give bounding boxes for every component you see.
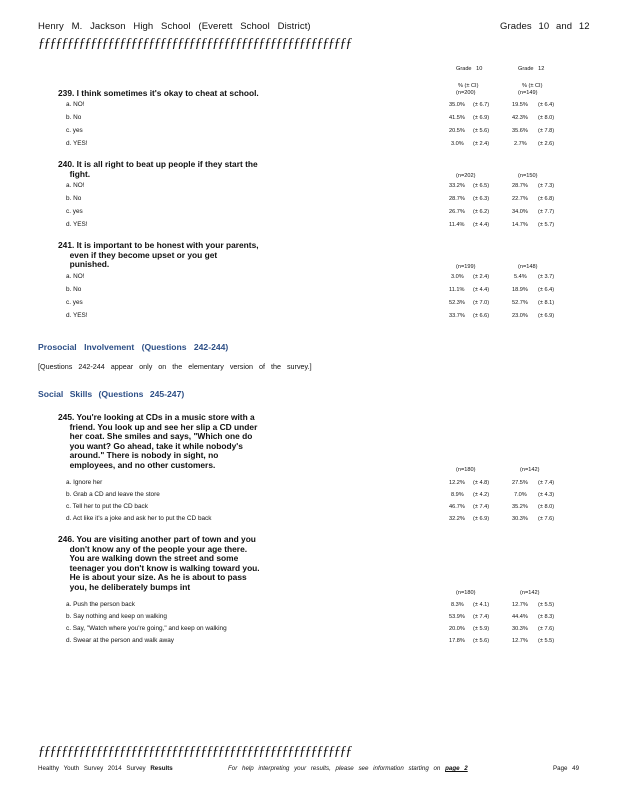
q246-n12: (n=142) xyxy=(520,590,540,596)
q240-a-p12: 28.7% xyxy=(512,183,528,189)
q240-c-c12: (± 7.7) xyxy=(538,209,555,215)
q241-a-p10: 3.0% xyxy=(451,274,464,280)
q245-a-c12: (± 7.4) xyxy=(538,480,555,486)
q241-c-p12: 52.7% xyxy=(512,300,528,306)
q241-c-c10: (± 7.0) xyxy=(473,300,490,306)
footer-page-link[interactable]: page 2 xyxy=(445,765,468,772)
q245-a-p12: 27.5% xyxy=(512,480,528,486)
section-prosocial-involvement: Prosocial Involvement (Questions 242-244) xyxy=(38,342,229,352)
q245-option-b: b. Grab a CD and leave the store xyxy=(66,491,160,498)
q239-a-p12: 19.5% xyxy=(512,102,528,108)
q245-b-p10: 8.9% xyxy=(451,492,464,498)
q246-a-p12: 12.7% xyxy=(512,602,528,608)
q246-b-c12: (± 8.3) xyxy=(538,614,555,620)
q245-c-c12: (± 8.0) xyxy=(538,504,555,510)
footer-survey-title xyxy=(38,765,173,772)
q239-d-c10: (± 2.4) xyxy=(473,141,490,147)
q246-a-c10: (± 4.1) xyxy=(473,602,490,608)
q240-a-c12: (± 7.3) xyxy=(538,183,555,189)
q240-a-p10: 33.2% xyxy=(449,183,465,189)
q245-c-p10: 46.7% xyxy=(449,504,465,510)
q241-a-c10: (± 2.4) xyxy=(473,274,490,280)
q239-a-c10: (± 6.7) xyxy=(473,102,490,108)
q241-n10: (n=199) xyxy=(456,264,476,270)
q239-c-c12: (± 7.8) xyxy=(538,128,555,134)
q246-c-p12: 30.3% xyxy=(512,626,528,632)
q240-d-c12: (± 5.7) xyxy=(538,222,555,228)
grades-label: Grades 10 and 12 xyxy=(500,21,590,32)
q246-d-c12: (± 5.5) xyxy=(538,638,555,644)
q240-option-c: c. yes xyxy=(66,208,83,215)
q239-d-c12: (± 2.6) xyxy=(538,141,555,147)
q245-b-c12: (± 4.3) xyxy=(538,492,555,498)
q245-a-c10: (± 4.8) xyxy=(473,480,490,486)
q241-b-p10: 11.1% xyxy=(449,287,465,293)
q240-option-b: b. No xyxy=(66,195,82,202)
q240-d-c10: (± 4.4) xyxy=(473,222,490,228)
q241-a-p12: 5.4% xyxy=(514,274,527,280)
question-239: 239. I think sometimes it's okay to cheat at school. xyxy=(58,88,259,98)
q246-option-a: a. Push the person back xyxy=(66,601,135,608)
q239-c-p12: 35.6% xyxy=(512,128,528,134)
bottom-divider: ƒƒƒƒƒƒƒƒƒƒƒƒƒƒƒƒƒƒƒƒƒƒƒƒƒƒƒƒƒƒƒƒƒƒƒƒƒƒƒƒƒƒƒƒƒƒƒƒƒƒƒƒƒƒ xyxy=(38,744,352,759)
q245-n12: (n=142) xyxy=(520,467,540,473)
q241-c-c12: (± 8.1) xyxy=(538,300,555,306)
grade12-pct-ci: % (± CI) xyxy=(522,83,543,89)
q239-b-p10: 41.5% xyxy=(449,115,465,121)
q241-d-p12: 23.0% xyxy=(512,313,528,319)
q239-b-c12: (± 8.0) xyxy=(538,115,555,121)
q241-d-c12: (± 6.9) xyxy=(538,313,555,319)
q245-option-a: a. Ignore her xyxy=(66,479,103,486)
footer-survey-label: Healthy Youth Survey 2014 Survey xyxy=(38,765,151,772)
q239-b-p12: 42.3% xyxy=(512,115,528,121)
question-246: 246. You are visiting another part of town and you don't know any of the people your age there. You are walking down the street and some teenager you don't know is walking toward you. He is about your size. As he is about to pass you, he deliberately bumps int xyxy=(58,534,260,592)
prosocial-note: [Questions 242-244 appear only on the elementary version of the survey.] xyxy=(38,362,312,371)
q246-n10: (n=180) xyxy=(456,590,476,596)
q245-c-p12: 35.2% xyxy=(512,504,528,510)
q245-b-c10: (± 4.2) xyxy=(473,492,490,498)
q240-a-c10: (± 6.5) xyxy=(473,183,490,189)
q240-d-p12: 14.7% xyxy=(512,222,528,228)
q239-option-b: b. No xyxy=(66,114,82,121)
q239-option-a: a. NO! xyxy=(66,101,85,108)
q240-n10: (n=202) xyxy=(456,173,476,179)
q239-option-c: c. yes xyxy=(66,127,83,134)
q246-option-d: d. Swear at the person and walk away xyxy=(66,637,174,644)
q240-n12: (n=150) xyxy=(518,173,538,179)
q240-option-d: d. YES! xyxy=(66,221,88,228)
q240-b-c10: (± 6.3) xyxy=(473,196,490,202)
q245-option-c: c. Tell her to put the CD back xyxy=(66,503,148,510)
q246-b-c10: (± 7.4) xyxy=(473,614,490,620)
q241-option-d: d. YES! xyxy=(66,312,88,319)
q245-d-c10: (± 6.9) xyxy=(473,516,490,522)
q245-a-p10: 12.2% xyxy=(449,480,465,486)
grade10-heading: Grade 10 xyxy=(456,66,483,72)
q245-b-p12: 7.0% xyxy=(514,492,527,498)
q241-option-b: b. No xyxy=(66,286,82,293)
q240-c-c10: (± 6.2) xyxy=(473,209,490,215)
q241-b-c12: (± 6.4) xyxy=(538,287,555,293)
grade12-heading: Grade 12 xyxy=(518,66,545,72)
q239-c-p10: 20.5% xyxy=(449,128,465,134)
q241-option-c: c. yes xyxy=(66,299,83,306)
q239-c-c10: (± 5.6) xyxy=(473,128,490,134)
q241-b-p12: 18.9% xyxy=(512,287,528,293)
q241-d-c10: (± 6.6) xyxy=(473,313,490,319)
q245-d-p10: 32.2% xyxy=(449,516,465,522)
q246-a-c12: (± 5.5) xyxy=(538,602,555,608)
q245-n10: (n=180) xyxy=(456,467,476,473)
q240-c-p10: 26.7% xyxy=(449,209,465,215)
q246-d-p12: 12.7% xyxy=(512,638,528,644)
q241-n12: (n=148) xyxy=(518,264,538,270)
q239-a-p10: 35.0% xyxy=(449,102,465,108)
q246-d-c10: (± 5.6) xyxy=(473,638,490,644)
footer-results-label: Results xyxy=(150,765,173,772)
grade10-pct-ci: % (± CI) xyxy=(458,83,479,89)
q246-b-p12: 44.4% xyxy=(512,614,528,620)
footer-page-number: Page 49 xyxy=(553,765,580,772)
q239-n10: (n=200) xyxy=(456,90,476,96)
q240-c-p12: 34.0% xyxy=(512,209,528,215)
q239-a-c12: (± 6.4) xyxy=(538,102,555,108)
q246-c-c12: (± 7.6) xyxy=(538,626,555,632)
q246-option-c: c. Say, "Watch where you're going," and keep on walking xyxy=(66,625,227,632)
q239-n12: (n=149) xyxy=(518,90,538,96)
q246-b-p10: 53.9% xyxy=(449,614,465,620)
q239-b-c10: (± 6.9) xyxy=(473,115,490,121)
q245-option-d: d. Act like it's a joke and ask her to put the CD back xyxy=(66,515,212,522)
footer-help-text xyxy=(228,765,468,772)
question-241: 241. It is important to be honest with your parents, even if they become upset or you get punished. xyxy=(58,240,259,270)
q240-option-a: a. NO! xyxy=(66,182,85,189)
school-title: Henry M. Jackson High School (Everett School District) xyxy=(38,21,311,32)
q240-b-c12: (± 6.8) xyxy=(538,196,555,202)
q241-b-c10: (± 4.4) xyxy=(473,287,490,293)
q240-d-p10: 11.4% xyxy=(449,222,465,228)
q246-option-b: b. Say nothing and keep on walking xyxy=(66,613,167,620)
q245-d-c12: (± 7.6) xyxy=(538,516,555,522)
q245-c-c10: (± 7.4) xyxy=(473,504,490,510)
q239-d-p10: 3.0% xyxy=(451,141,464,147)
q241-a-c12: (± 3.7) xyxy=(538,274,555,280)
q240-b-p12: 22.7% xyxy=(512,196,528,202)
q239-d-p12: 2.7% xyxy=(514,141,527,147)
q246-a-p10: 8.3% xyxy=(451,602,464,608)
q245-d-p12: 30.3% xyxy=(512,516,528,522)
q246-c-c10: (± 5.9) xyxy=(473,626,490,632)
q240-b-p10: 28.7% xyxy=(449,196,465,202)
question-240: 240. It is all right to beat up people if they start the fight. xyxy=(58,159,258,179)
footer-help-label: For help interpreting your results, please see information starting on xyxy=(228,765,446,772)
q241-d-p10: 33.7% xyxy=(449,313,465,319)
question-245: 245. You're looking at CDs in a music store with a friend. You look up and see her slip a CD under her coat. She smiles and says, "Which one do you want? Go ahead, take it while nobody's around." There is nobody in sight, no employees, and no other customers. xyxy=(58,412,258,470)
section-social-skills: Social Skills (Questions 245-247) xyxy=(38,389,185,399)
q239-option-d: d. YES! xyxy=(66,140,88,147)
q246-c-p10: 20.0% xyxy=(449,626,465,632)
top-divider: ƒƒƒƒƒƒƒƒƒƒƒƒƒƒƒƒƒƒƒƒƒƒƒƒƒƒƒƒƒƒƒƒƒƒƒƒƒƒƒƒƒƒƒƒƒƒƒƒƒƒƒƒƒƒ xyxy=(38,36,352,51)
q241-option-a: a. NO! xyxy=(66,273,85,280)
q241-c-p10: 52.3% xyxy=(449,300,465,306)
q246-d-p10: 17.8% xyxy=(449,638,465,644)
